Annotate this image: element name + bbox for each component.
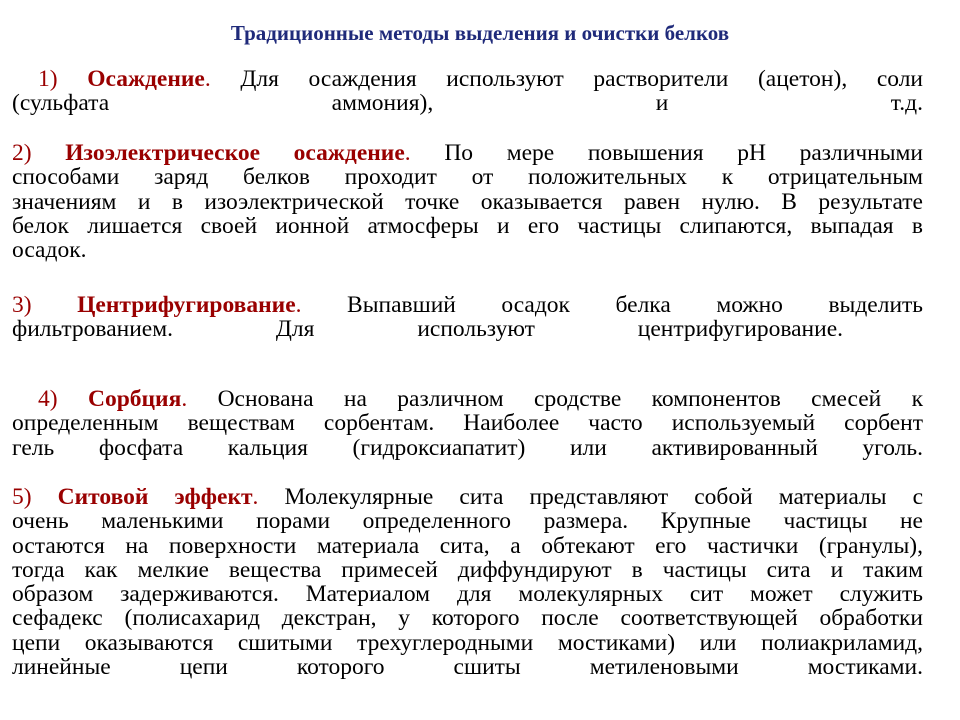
- item-line: определенным веществам сорбентам. Наиболее часто используемый сорбент: [12, 410, 923, 437]
- slide-title: Традиционные методы выделения и очистки белков: [230, 21, 730, 45]
- item-term: Осаждение: [87, 66, 205, 92]
- item-line: значениям и в изоэлектрической точке оказывается равен нулю. В результате: [12, 188, 923, 215]
- item-line: тогда как мелкие вещества примесей диффундируют в частицы сита и таким: [12, 556, 923, 583]
- item-number: 4): [38, 386, 58, 412]
- item-line: гель фосфата кальция (гидроксиапатит) или активированный уголь.: [12, 434, 923, 461]
- item-line: образом задерживаются. Материалом для молекулярных сит может служить: [12, 581, 923, 608]
- item-term: Изоэлектрическое осаждение: [65, 140, 405, 166]
- item-term-dot: .: [204, 66, 211, 92]
- item-isoelectric-precipitation: [12, 141, 923, 262]
- item-text: По мере повышения pH различными: [444, 140, 923, 166]
- item-line: линейные цепи которого сшиты метиленовыми мостиками.: [12, 654, 923, 681]
- item-sorption: [12, 387, 923, 460]
- item-text: Выпавший осадок белка можно выделить: [347, 292, 924, 318]
- item-number: 1): [38, 66, 58, 92]
- item-line: (сульфата аммония), и т.д.: [12, 90, 923, 117]
- item-line: остаются на поверхности материала сита, а обтекают его частички (гранулы),: [12, 532, 923, 559]
- item-text: Основана на различном сродстве компонентов смесей к: [217, 386, 924, 412]
- item-term: Центрифугирование: [77, 292, 296, 318]
- item-line: цепи оказываются сшитыми трехуглеродными мостиками) или полиакриламид,: [12, 629, 923, 656]
- item-line: [12, 141, 923, 165]
- item-precipitation: [12, 67, 923, 116]
- item-number: 2): [12, 140, 32, 166]
- item-term-dot: .: [181, 386, 188, 412]
- item-sieve-effect: [12, 485, 923, 679]
- item-number: 5): [12, 484, 32, 510]
- item-line: [12, 293, 923, 317]
- item-line: фильтрованием. Для используют центрифугирование.: [12, 316, 843, 343]
- item-line: сефадекс (полисахарид декстран, у которого после соответствующей обработки: [12, 605, 923, 632]
- item-line: способами заряд белков проходит от положительных к отрицательным: [12, 164, 923, 191]
- item-term-dot: .: [295, 292, 302, 318]
- item-line: белок лишается своей ионной атмосферы и его частицы слипаются, выпадая в: [12, 212, 923, 239]
- item-text: Молекулярные сита представляют собой материалы с: [284, 484, 924, 510]
- item-centrifugation: [12, 293, 923, 342]
- item-term: Ситовой эффект: [57, 484, 253, 510]
- item-term: Сорбция: [87, 386, 182, 412]
- item-line: [12, 485, 923, 509]
- item-term-dot: .: [404, 140, 411, 166]
- item-line: [12, 67, 923, 91]
- item-line: [12, 387, 923, 411]
- item-term-dot: .: [252, 484, 259, 510]
- item-text: Для осаждения используют растворители (ацетон), соли: [240, 66, 924, 92]
- item-line: очень маленькими порами определенного размера. Крупные частицы не: [12, 508, 923, 535]
- item-line: осадок.: [12, 237, 87, 264]
- item-number: 3): [12, 292, 32, 318]
